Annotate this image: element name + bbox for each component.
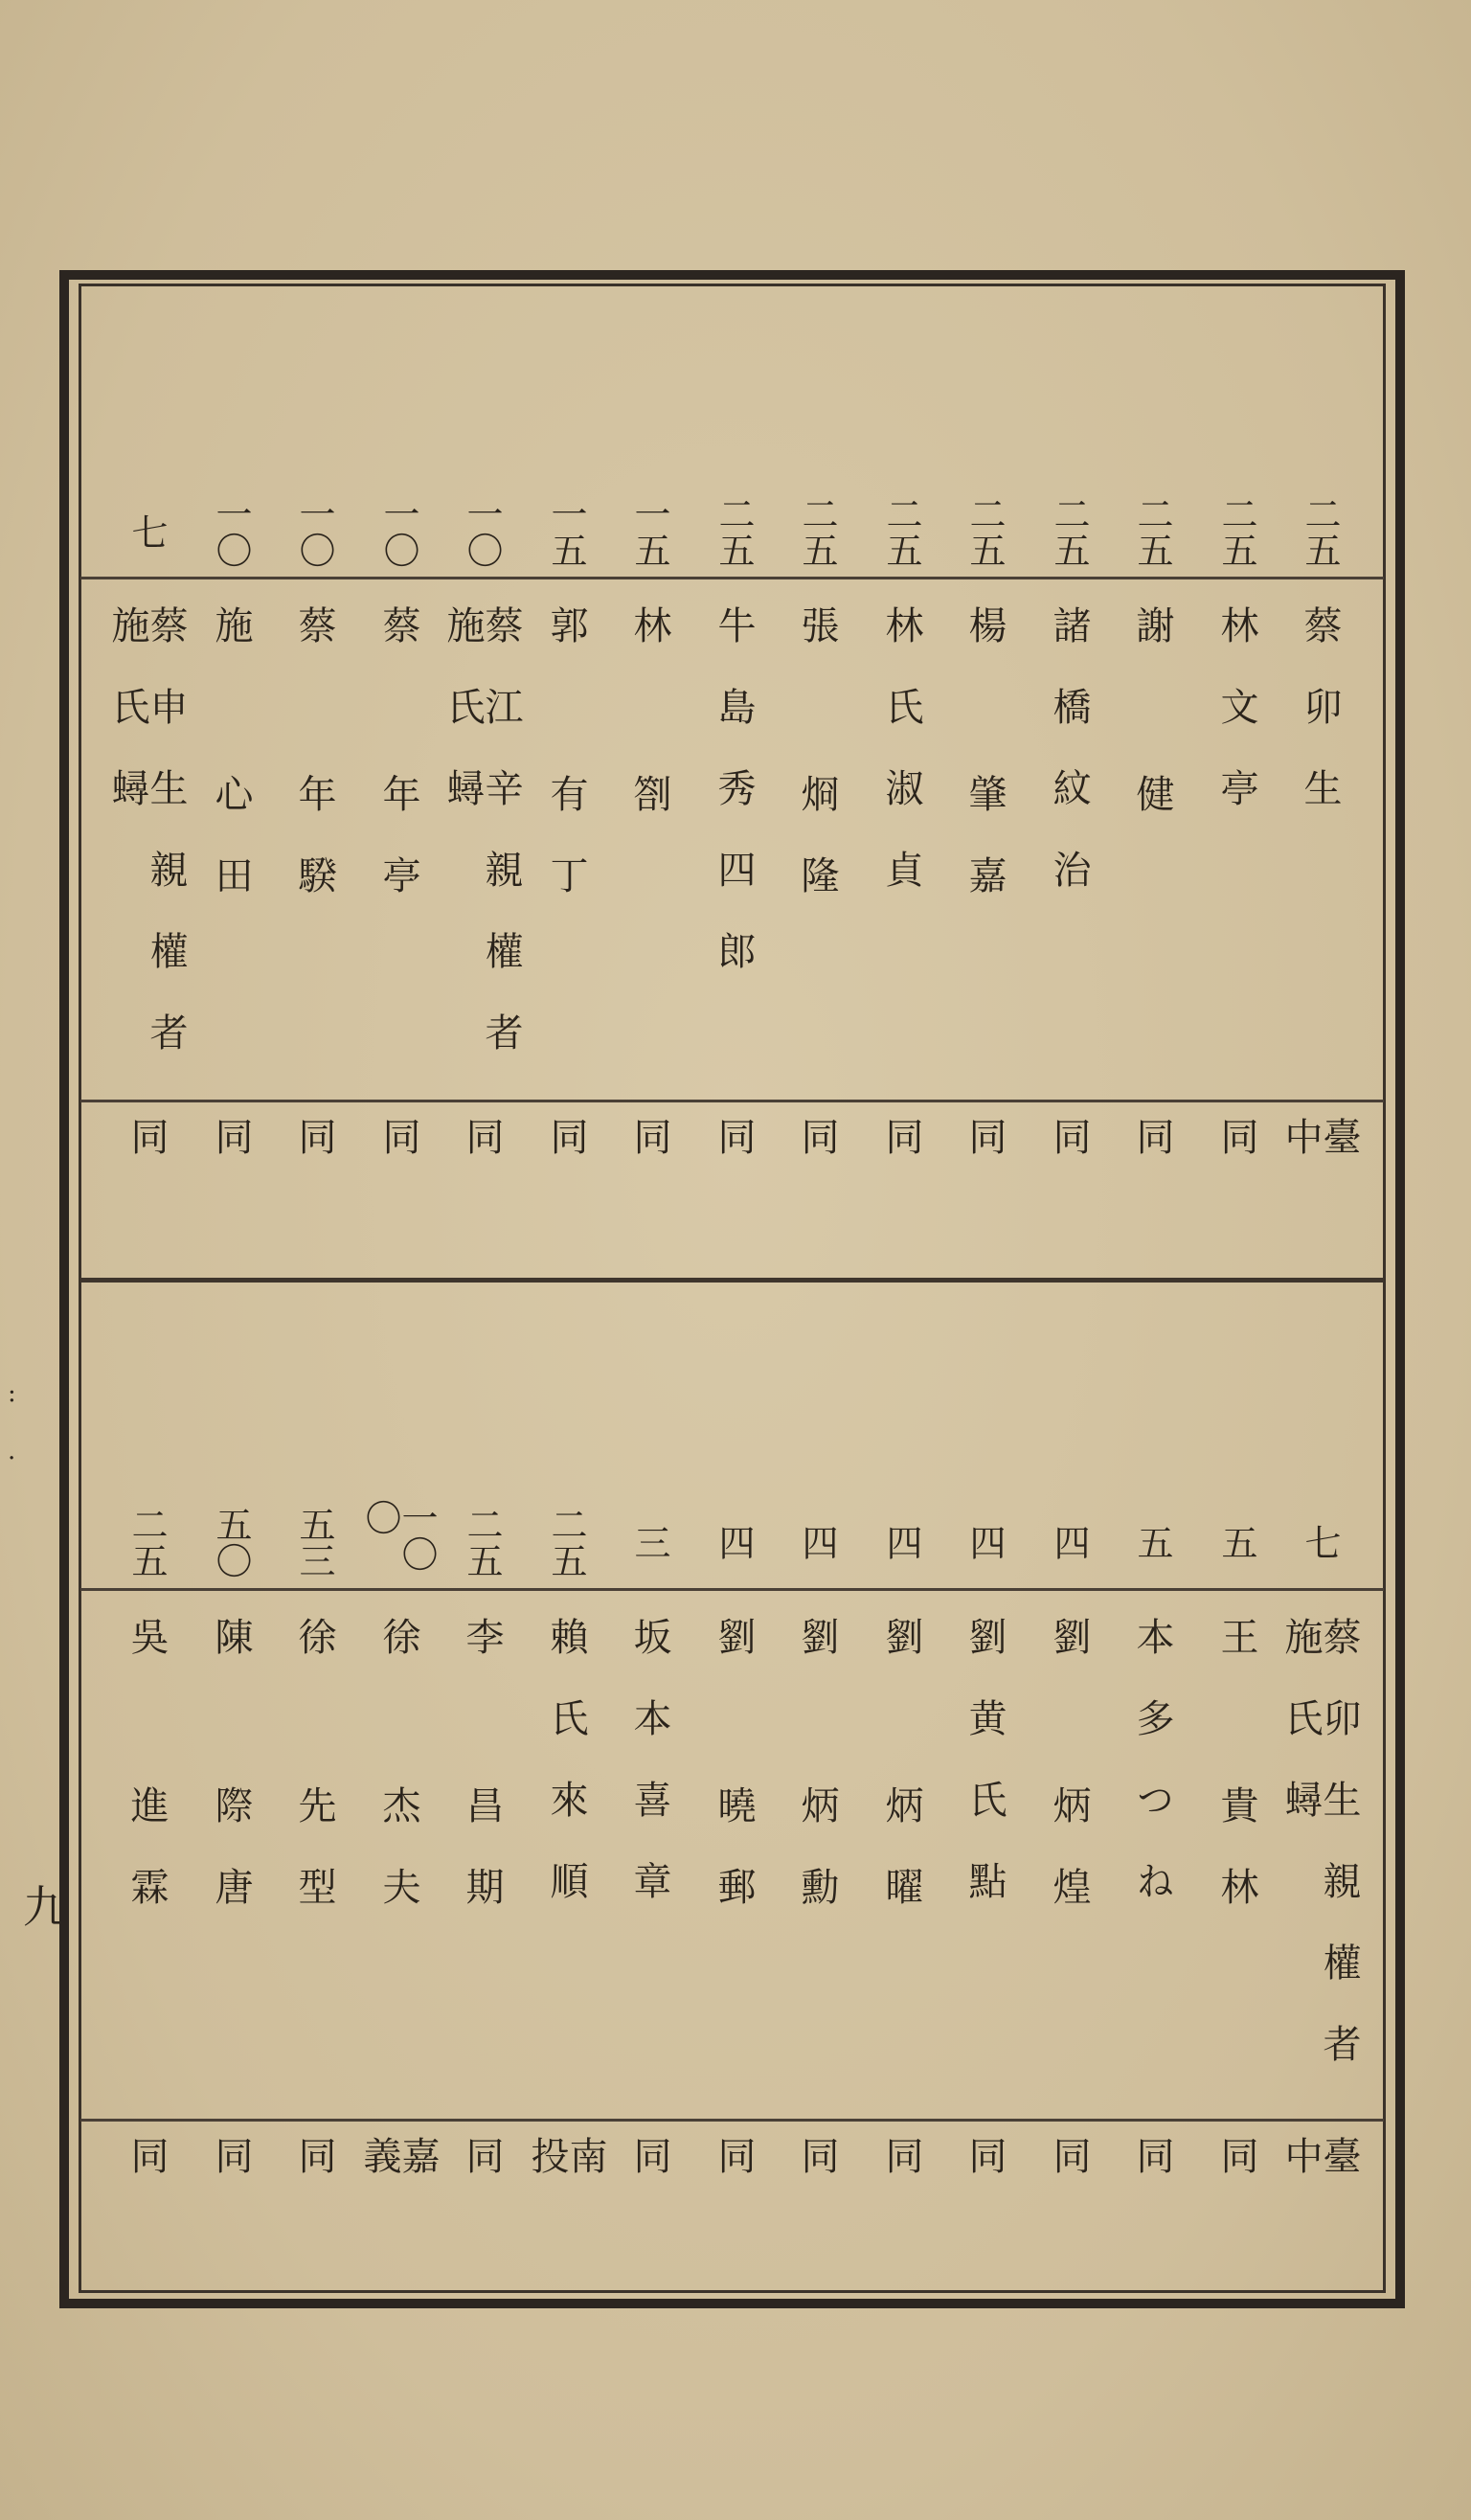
lower_rows-entry-name: 本多つね	[1130, 1617, 1174, 1942]
upper_rows-entry-place: 同	[1047, 1117, 1091, 1203]
lower_rows-entry-amount: 五三	[293, 1506, 335, 1578]
lower_rows-entry-name: 劉 曉郵	[712, 1617, 756, 1948]
upper_rows-entry-place: 同	[712, 1117, 756, 1203]
upper_rows-entry-place: 同	[544, 1117, 588, 1203]
upper_rows-entry-name: 張 烱隆	[795, 605, 839, 937]
lower_rows-entry-amount: 一〇〇	[359, 1499, 438, 1572]
upper_rows-entry-amount: 二五	[713, 495, 755, 568]
upper_rows-entry-place: 同	[292, 1117, 336, 1203]
upper-place-rule	[80, 1100, 1384, 1102]
lower_rows-entry-name: 陳 際唐	[209, 1617, 253, 1948]
upper_rows-entry-amount: 二五	[1131, 495, 1173, 568]
upper_rows-entry-place: 同	[795, 1117, 839, 1203]
upper_rows-entry-amount: 二五	[1215, 495, 1257, 568]
lower_rows-entry-place: 同	[712, 2136, 756, 2222]
upper_rows-entry-amount: 一〇	[293, 495, 335, 568]
upper_rows-entry-name: 諸橋紋治	[1047, 605, 1091, 931]
lower_rows-entry-place: 同	[879, 2136, 923, 2222]
lower_rows-entry-amount: 二五	[461, 1506, 503, 1578]
upper_rows-entry-place: 同	[627, 1117, 671, 1203]
upper_rows-entry-place: 同	[962, 1117, 1007, 1203]
lower-amount-rule	[80, 1588, 1384, 1591]
lower_rows-entry-place: 同	[962, 2136, 1007, 2222]
lower_rows-entry-place: 同	[209, 2136, 253, 2222]
lower_rows-entry-amount: 二五	[545, 1506, 587, 1578]
lower_rows-entry-amount: 二五	[125, 1506, 168, 1578]
margin-marks: : .	[8, 1379, 16, 1465]
upper_rows-entry-name: 蔡卯生	[1298, 605, 1342, 850]
upper_rows-entry-name: 林 劄	[627, 605, 671, 855]
upper_rows-entry-place: 同	[460, 1117, 504, 1203]
upper_rows-entry-place: 同	[1130, 1117, 1174, 1203]
lower_rows-entry-place: 同	[1130, 2136, 1174, 2222]
lower_rows-entry-place: 南投	[525, 2136, 607, 2222]
lower_rows-entry-place: 同	[795, 2136, 839, 2222]
upper_rows-entry-name: 蔡 年亭	[376, 605, 420, 937]
upper_rows-entry-name: 謝 健	[1130, 605, 1174, 855]
lower_rows-entry-amount: 四	[713, 1524, 755, 1560]
upper_rows-entry-place: 同	[209, 1117, 253, 1203]
lower_rows-entry-place: 同	[124, 2136, 169, 2222]
lower_rows-entry-amount: 四	[796, 1524, 838, 1560]
lower_rows-entry-name: 徐 杰夫	[376, 1617, 420, 1948]
lower_rows-entry-amount: 三	[628, 1524, 670, 1560]
upper_rows-entry-amount: 一五	[628, 495, 670, 568]
upper_rows-entry-place: 同	[124, 1117, 169, 1203]
upper_rows-entry-name: 蔡申生親權者 施氏蟳	[105, 605, 188, 1094]
lower_rows-entry-name: 坂本喜章	[627, 1617, 671, 1942]
upper_rows-entry-name: 郭 有丁	[544, 605, 588, 937]
lower_rows-entry-name: 賴氏來順	[544, 1617, 588, 1942]
upper_rows-entry-amount: 二五	[796, 495, 838, 568]
lower_rows-entry-amount: 五	[1131, 1524, 1173, 1560]
lower_rows-entry-name: 吳 進霖	[124, 1617, 169, 1948]
upper_rows-entry-name: 林文亭	[1214, 605, 1258, 850]
lower_rows-entry-amount: 五	[1215, 1524, 1257, 1560]
upper_rows-entry-place: 同	[376, 1117, 420, 1203]
upper_rows-entry-amount: 二五	[1299, 495, 1341, 568]
lower_rows-entry-place: 嘉義	[357, 2136, 440, 2222]
upper_rows-entry-name: 蔡 年騤	[292, 605, 336, 937]
upper_rows-entry-place: 臺中	[1279, 1117, 1361, 1203]
lower_rows-entry-name: 劉 炳勳	[795, 1617, 839, 1948]
lower_rows-entry-name: 劉 炳曜	[879, 1617, 923, 1948]
upper_rows-entry-amount: 七	[125, 513, 168, 550]
upper_rows-entry-name: 蔡江辛親權者 施氏蟳	[441, 605, 523, 1094]
lower_rows-entry-amount: 四	[1048, 1524, 1090, 1560]
lower_rows-entry-amount: 七	[1299, 1524, 1341, 1560]
upper_rows-entry-amount: 二五	[1048, 495, 1090, 568]
upper_rows-entry-amount: 二五	[880, 495, 922, 568]
upper_rows-entry-name: 楊 肇嘉	[962, 605, 1007, 937]
lower_rows-entry-place: 同	[1047, 2136, 1091, 2222]
lower_rows-entry-name: 王 貴林	[1214, 1617, 1258, 1948]
lower_rows-entry-name: 劉黄氏點	[962, 1617, 1007, 1942]
upper_rows-entry-amount: 一〇	[210, 495, 252, 568]
upper_rows-entry-name: 牛島秀四郎	[712, 605, 756, 1012]
lower_rows-entry-amount: 四	[880, 1524, 922, 1560]
upper_rows-entry-place: 同	[879, 1117, 923, 1203]
lower_rows-entry-name: 劉 炳煌	[1047, 1617, 1091, 1948]
lower_rows-entry-amount: 五〇	[210, 1506, 252, 1578]
upper_rows-entry-name: 施 心田	[209, 605, 253, 937]
lower_rows-entry-place: 同	[292, 2136, 336, 2222]
upper_rows-entry-amount: 二五	[963, 495, 1006, 568]
lower_rows-entry-amount: 四	[963, 1524, 1006, 1560]
lower_rows-entry-name: 徐 先型	[292, 1617, 336, 1948]
lower_rows-entry-name: 李 昌期	[460, 1617, 504, 1948]
upper_rows-entry-amount: 一〇	[461, 495, 503, 568]
lower_rows-entry-place: 臺中	[1279, 2136, 1361, 2222]
lower_rows-entry-place: 同	[627, 2136, 671, 2222]
lower-place-rule	[80, 2119, 1384, 2122]
lower_rows-entry-place: 同	[1214, 2136, 1258, 2222]
page-number: 九	[23, 1881, 67, 1933]
section-divider	[80, 1278, 1384, 1283]
lower_rows-entry-name: 蔡卯生親權者 施氏蟳	[1279, 1617, 1361, 2105]
upper_rows-entry-amount: 一〇	[377, 495, 419, 568]
upper_rows-entry-name: 林氏淑貞	[879, 605, 923, 931]
upper_rows-entry-place: 同	[1214, 1117, 1258, 1203]
upper_rows-entry-amount: 一五	[545, 495, 587, 568]
upper-amount-rule	[80, 577, 1384, 579]
lower_rows-entry-place: 同	[460, 2136, 504, 2222]
